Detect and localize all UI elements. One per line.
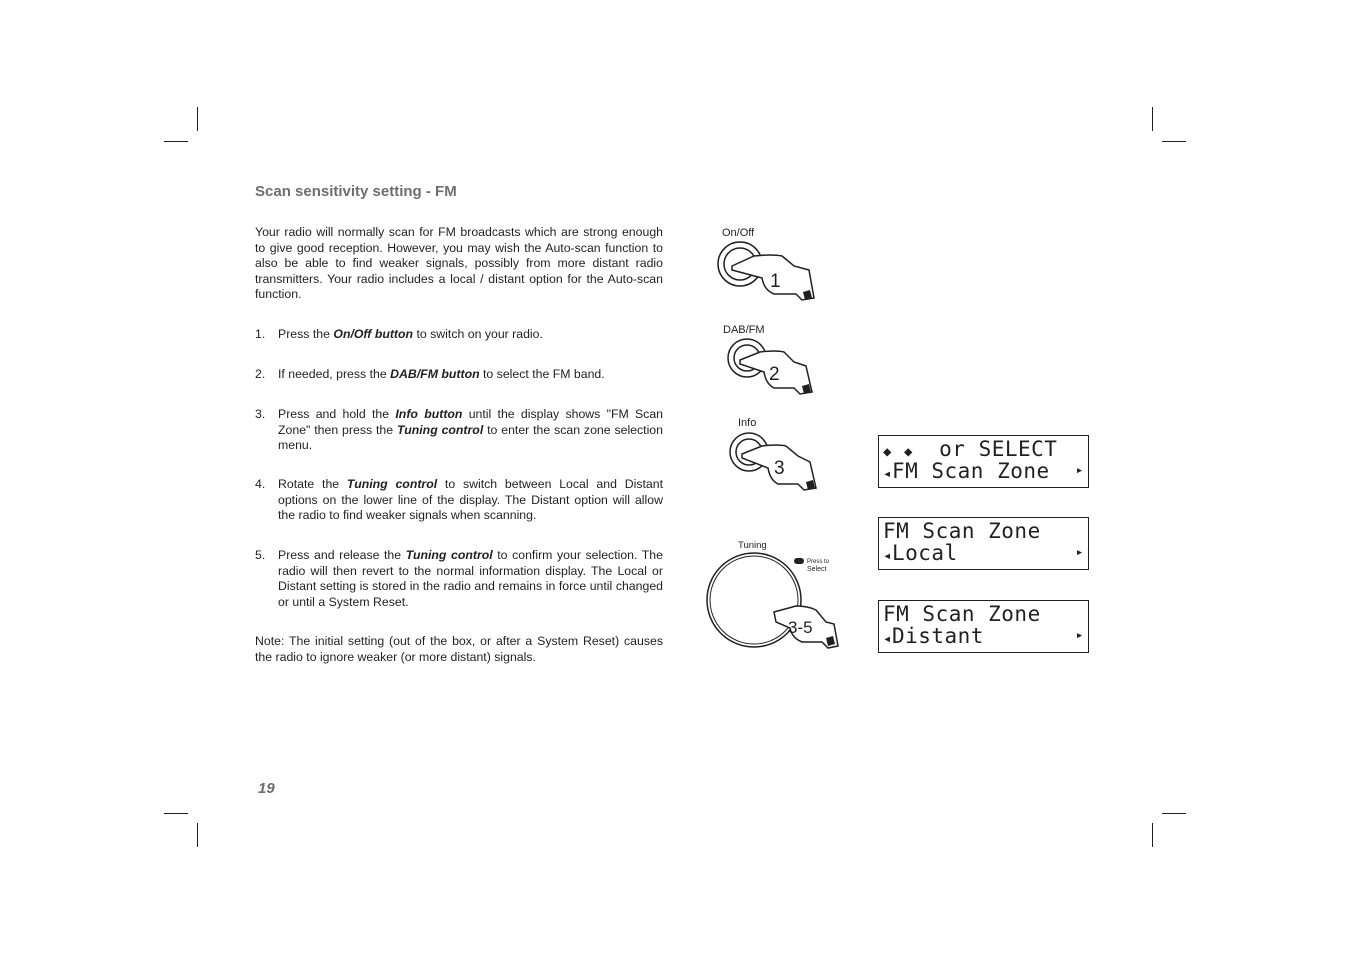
- step-3-5-text: 3-5: [788, 618, 813, 637]
- crop-mark: [197, 823, 198, 847]
- press-to-text: Press to: [807, 559, 830, 565]
- dabfm-label: DAB/FM: [723, 324, 765, 336]
- tuning-label: Tuning: [738, 540, 767, 551]
- intro-paragraph: Your radio will normally scan for FM broadcasts which are strong enough to give good reception. However, you may wish the Auto-scan function to also be able to find weaker signals, possibly from more distant radio transmitters. Your radio includes a local / distant option for the Auto-scan function.: [255, 225, 663, 301]
- note-paragraph: Note: The initial setting (out of the box, or after a System Reset) causes the radio to ignore weaker (or more distant) signals.: [255, 634, 663, 664]
- step-number: 3.: [255, 407, 266, 421]
- lcd-line-1: FM Scan Zone: [883, 519, 1041, 543]
- step-1-text: 1: [770, 271, 781, 292]
- step-item: 4. Rotate the Tuning control to switch between Local and Distant options on the lower line of the display. The Distant option will allow the radio to find weaker signals when scanning.: [255, 477, 663, 522]
- onoff-label: On/Off: [722, 227, 755, 239]
- right-arrow-icon: ▸: [1075, 545, 1084, 560]
- step-item: 2. If needed, press the DAB/FM button to select the FM band.: [255, 367, 605, 381]
- step-2-text: 2: [769, 364, 780, 385]
- section-heading: Scan sensitivity setting - FM: [255, 183, 457, 200]
- crop-mark: [197, 107, 198, 131]
- crop-mark: [1162, 141, 1186, 142]
- right-arrow-icon: ◆: [903, 444, 913, 460]
- select-text: Select: [807, 566, 827, 573]
- lcd-display: [878, 600, 1089, 653]
- info-label: Info: [738, 417, 757, 429]
- step-number: 5.: [255, 548, 266, 562]
- left-arrow-icon: ◂: [883, 631, 892, 647]
- info-button-illustration: [728, 432, 823, 494]
- lcd-line-2: ◂Local ▸: [883, 541, 1084, 565]
- crop-mark: [1162, 813, 1186, 814]
- step-3-text: 3: [774, 458, 785, 479]
- lcd-display: [878, 517, 1089, 570]
- crop-mark: [1152, 107, 1153, 131]
- step-item: 5. Press and release the Tuning control to confirm your selection. The radio will then revert to the normal information display. The Local or Distant setting is stored in the radio and remains in force until changed or until a System Reset.: [255, 548, 663, 609]
- step-item: 3. Press and hold the Info button until the display shows "FM Scan Zone" then press the Tuning control to enter the scan zone selection menu.: [255, 407, 664, 452]
- page-number: 19: [258, 780, 275, 797]
- right-arrow-icon: ▸: [1075, 628, 1084, 643]
- step-number: 2.: [255, 367, 266, 381]
- step-item: 1. Press the On/Off button to switch on your radio.: [255, 327, 543, 341]
- left-arrow-icon: ◂: [883, 548, 892, 564]
- lcd-line-1: ◆ ◆ or SELECT: [883, 437, 1058, 461]
- lcd-display: [878, 435, 1089, 488]
- step-number: 1.: [255, 327, 266, 341]
- lcd-line-2: ◂FM Scan Zone ▸: [883, 459, 1084, 483]
- dabfm-button-illustration: [726, 338, 821, 398]
- crop-mark: [1152, 823, 1153, 847]
- lcd-line-2: ◂Distant ▸: [883, 624, 1084, 648]
- right-arrow-icon: ▸: [1075, 463, 1084, 478]
- tuning-control-illustration: [704, 550, 844, 650]
- onoff-button-illustration: [714, 240, 824, 305]
- step-number: 4.: [255, 477, 266, 491]
- left-arrow-icon: ◆: [883, 444, 892, 460]
- crop-mark: [164, 141, 188, 142]
- crop-mark: [164, 813, 188, 814]
- lcd-line-1: FM Scan Zone: [883, 602, 1041, 626]
- left-arrow-icon: ◂: [883, 466, 892, 482]
